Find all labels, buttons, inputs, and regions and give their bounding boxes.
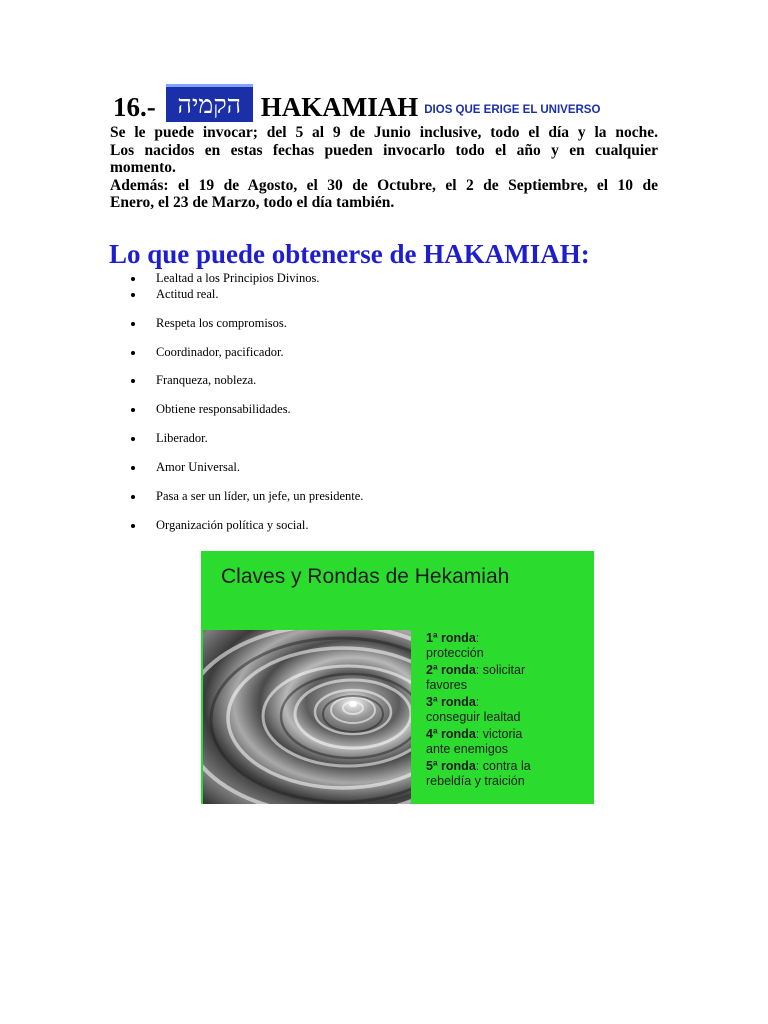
water-ripple-image [203, 630, 411, 804]
bullet-icon [131, 466, 135, 470]
invocation-text [110, 124, 658, 212]
rondas-card [201, 551, 594, 804]
bullet-icon [131, 351, 135, 355]
ronda-item: 5ª ronda: contra la rebeldía y traición [426, 759, 531, 788]
water-ripple-graphic [203, 630, 411, 804]
ronda-item: 3ª ronda: conseguir lealtad [426, 695, 521, 724]
section-heading: Lo que puede obtenerse de HAKAMIAH: [109, 239, 590, 269]
section-number: 16.- [113, 92, 156, 122]
document-page: 16.- הקמיה HAKAMIAH DIOS QUE ERIGE EL UNIVERSO Se le puede invocar; del 5 al 9 de Junio inclusive, todo el día y la noche. Los nacidos en estas fechas pueden invocarlo todo el año y en cualquier momento. Además: el 19 de Agosto, el 30 de Octubre, el 2 de Septiembre, el 10 de Enero, el 23 de Marzo, todo el día también. Lo que puede obtenerse de HAKAMIAH: Lealtad a los Principios Divinos. Actitud real. Respeta los compromisos. Coordinador, pacificador. Franqueza, nobleza. Obtiene responsabilidades. Liberador. Amor Universal. Pasa a ser un líder, un jefe, un presidente. Organización política y social. Claves y Rondas de Hekamiah 1ª ronda: protección 2ª ronda: solicitar favores 3ª ronda: conseguir lealtad 4ª ronda: victoria ante enemigos 5ª ronda: contra la rebeldía y traición [0, 0, 768, 1024]
bullet-icon [131, 437, 135, 441]
ronda-item: 4ª ronda: victoria ante enemigos [426, 727, 523, 756]
bullet-icon [131, 322, 135, 326]
intro-line: Además: el 19 de Agosto, el 30 de Octubre, el 2 de Septiembre, el 10 de [110, 176, 658, 194]
hebrew-name-badge: הקמיה [166, 84, 253, 122]
card-title: Claves y Rondas de Hekamiah [221, 565, 510, 588]
intro-line: Enero, el 23 de Marzo, todo el día también. [110, 194, 395, 211]
bullet-icon [131, 408, 135, 412]
intro-line: Los nacidos en estas fechas pueden invocarlo todo el año y en cualquier [110, 141, 658, 159]
intro-line: momento. [110, 159, 176, 176]
rondas-list [426, 631, 591, 791]
bullet-icon [131, 379, 135, 383]
ronda-item: 2ª ronda: solicitar favores [426, 663, 526, 692]
bullet-icon [131, 524, 135, 528]
angel-name: HAKAMIAH [260, 92, 419, 122]
bullet-icon [131, 293, 135, 297]
angel-subtitle: DIOS QUE ERIGE EL UNIVERSO [424, 104, 601, 116]
title-line [113, 82, 600, 122]
ronda-item: 1ª ronda: protección [426, 631, 484, 660]
bullet-icon [131, 277, 135, 281]
intro-line: Se le puede invocar; del 5 al 9 de Junio inclusive, todo el día y la noche. [110, 124, 658, 141]
bullet-icon [131, 495, 135, 499]
